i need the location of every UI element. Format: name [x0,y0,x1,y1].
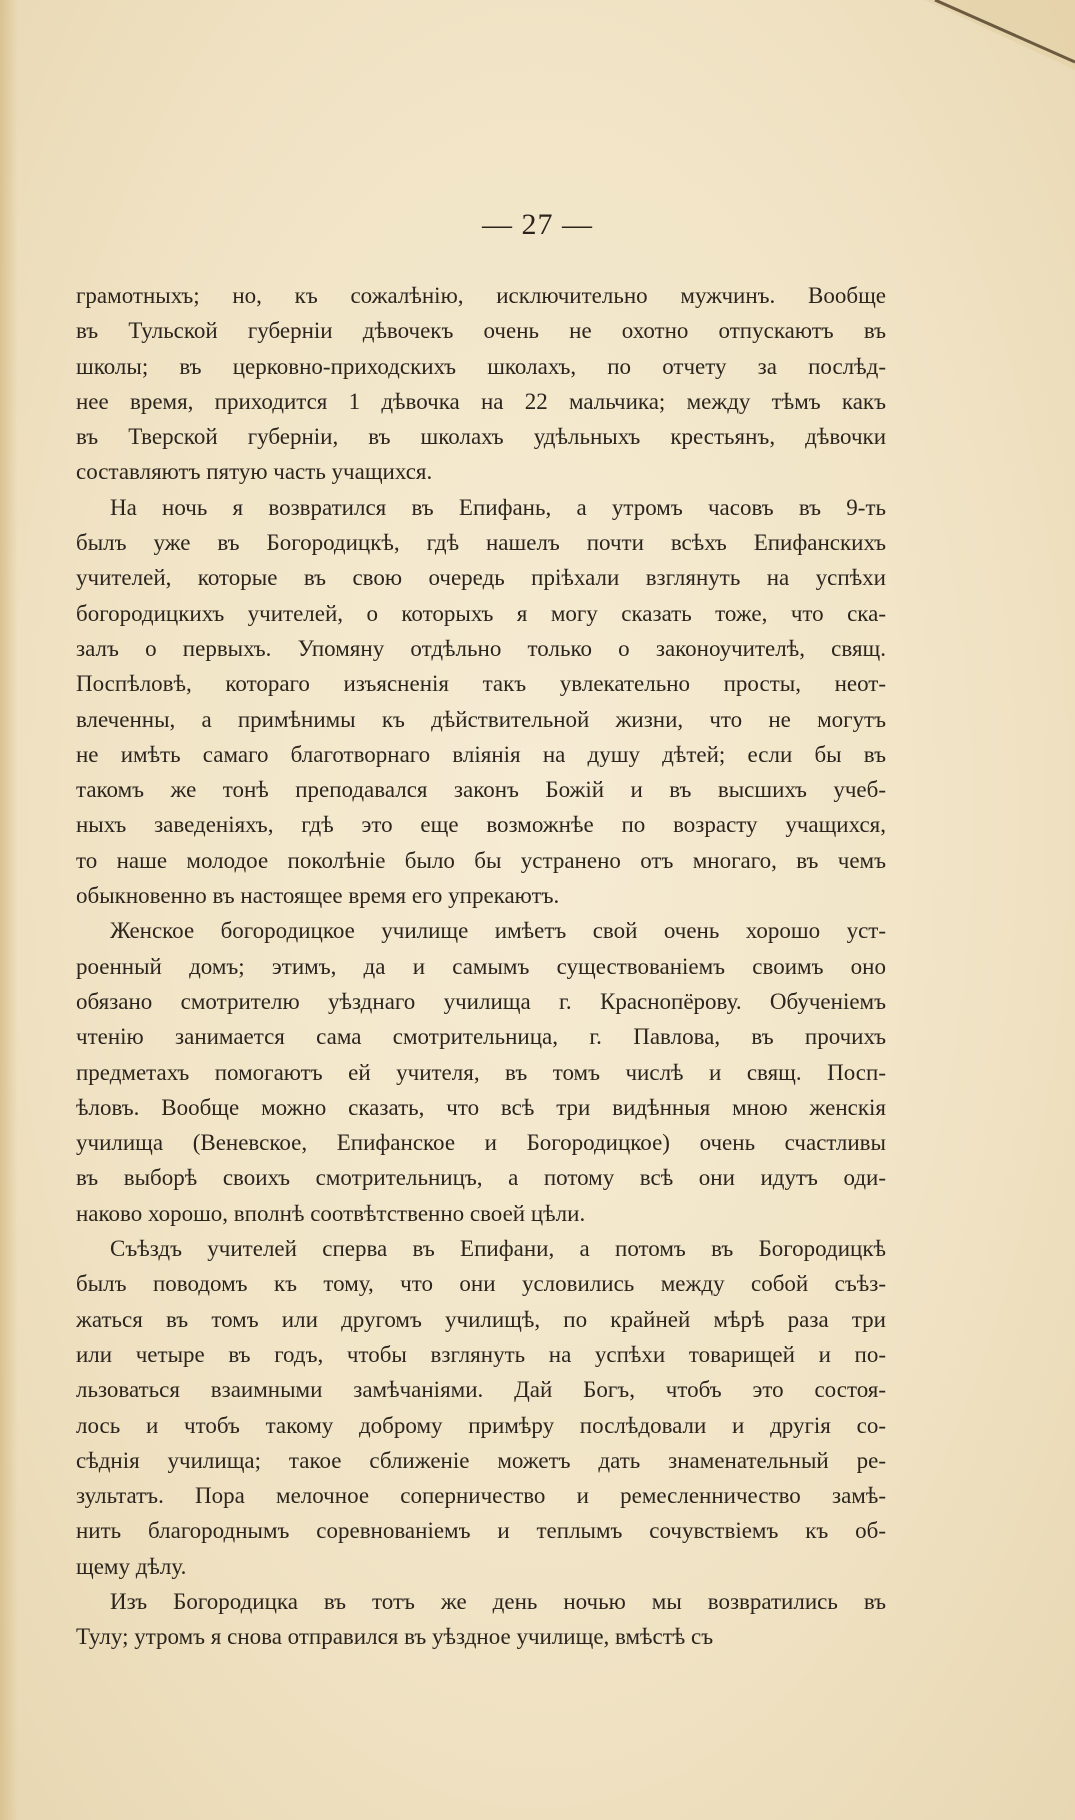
text-line: льзоваться взаимными замѣчаніями. Дай Богъ, чтобъ это состоя- [76,1377,886,1403]
text-line: Изъ Богородицка въ тотъ же день ночью мы возвратились въ [110,1588,886,1614]
text-line: въ Тульской губерніи дѣвочекъ очень не охотно отпускаютъ въ [76,318,886,344]
text-line: въ выборѣ своихъ смотрительницъ, а потому всѣ они идутъ оди- [76,1165,886,1191]
text-line: щему дѣлу. [76,1553,187,1579]
text-line: лось и чтобъ такому доброму примѣру послѣдовали и другія со- [76,1412,886,1438]
text-line: чтенію занимается сама смотрительница, г. Павлова, въ прочихъ [76,1024,886,1050]
text-line: нить благороднымъ соревнованіемъ и теплымъ сочувствіемъ къ об- [76,1518,886,1544]
text-line: предметахъ помогаютъ ей учителя, въ томъ числѣ и свящ. Посп- [76,1059,886,1085]
paragraph [76,1584,886,1655]
text-line: не имѣть самаго благотворнаго вліянія на душу дѣтей; если бы въ [76,741,886,767]
text-line: или четыре въ годъ, чтобы взглянуть на успѣхи товарищей и по- [76,1341,886,1367]
paragraph [76,913,886,1231]
text-line: былъ уже въ Богородицкѣ, гдѣ нашелъ почти всѣхъ Епифанскихъ [76,530,886,556]
text-line: грамотныхъ; но, къ сожалѣнію, исключительно мужчинъ. Вообще [76,283,886,308]
text-line: сѣднія училища; такое сближеніе можетъ дать знаменательный ре- [76,1447,886,1473]
text-line: влеченны, а примѣнимы къ дѣйствительной жизни, что не могутъ [76,706,886,732]
paragraph [76,278,886,490]
page-number: — 27 — [482,208,593,241]
text-line: обыкновенно въ настоящее время его упрекаютъ. [76,883,560,909]
text-line: Женское богородицкое училище имѣетъ свой очень хорошо уст- [110,918,886,944]
body-text [76,278,886,1655]
text-line: Поспѣловѣ, котораго изъясненія такъ увлекательно просты, неот- [76,671,886,697]
text-line: залъ о первыхъ. Упомяну отдѣльно только о законоучителѣ, свящ. [76,635,886,661]
text-line: богородицкихъ учителей, о которыхъ я могу сказать тоже, что ска- [76,600,886,626]
text-line: составляютъ пятую часть учащихся. [76,459,433,485]
paragraph [76,490,886,914]
text-line: обязано смотрителю уѣзднаго училища г. Краснопёрову. Обученіемъ [76,988,886,1014]
text-line: жаться въ томъ или другомъ училищѣ, по крайней мѣрѣ раза три [76,1306,886,1332]
text-line: учителей, которые въ свою очередь пріѣхали взглянуть на успѣхи [76,565,886,591]
text-line: училища (Веневское, Епифанское и Богородицкое) очень счастливы [76,1130,886,1156]
text-line: Съѣздъ учителей сперва въ Епифани, а потомъ въ Богородицкѣ [110,1236,886,1262]
folded-corner-mark [925,0,1075,70]
text-line: нее время, приходится 1 дѣвочка на 22 мальчика; между тѣмъ какъ [76,388,886,414]
text-line: то наше молодое поколѣніе было бы устранено отъ многаго, въ чемъ [76,847,886,873]
text-line: школы; въ церковно-приходскихъ школахъ, по отчету за послѣд- [76,353,886,379]
text-line: На ночь я возвратился въ Епифань, а утромъ часовъ въ 9-ть [110,494,886,520]
text-line: въ Тверской губерніи, въ школахъ удѣльныхъ крестьянъ, дѣвочки [76,424,886,450]
paragraph [76,1231,886,1584]
text-line: роенный домъ; этимъ, да и самымъ существованіемъ своимъ оно [76,953,886,979]
text-line: зультатъ. Пора мелочное соперничество и ремесленничество замѣ- [76,1483,886,1509]
text-line: ѣловъ. Вообще можно сказать, что всѣ три видѣнныя мною женскія [76,1094,886,1120]
text-line: былъ поводомъ къ тому, что они условились между собой съѣз- [76,1271,886,1297]
text-line: ныхъ заведеніяхъ, гдѣ это еще возможнѣе по возрасту учащихся, [76,812,886,838]
text-line: такомъ же тонѣ преподавался законъ Божій и въ высшихъ учеб- [76,777,886,803]
text-line: наково хорошо, вполнѣ соотвѣтственно своей цѣли. [76,1200,586,1226]
text-line: Тулу; утромъ я снова отправился въ уѣздное училище, вмѣстѣ съ [76,1624,714,1650]
